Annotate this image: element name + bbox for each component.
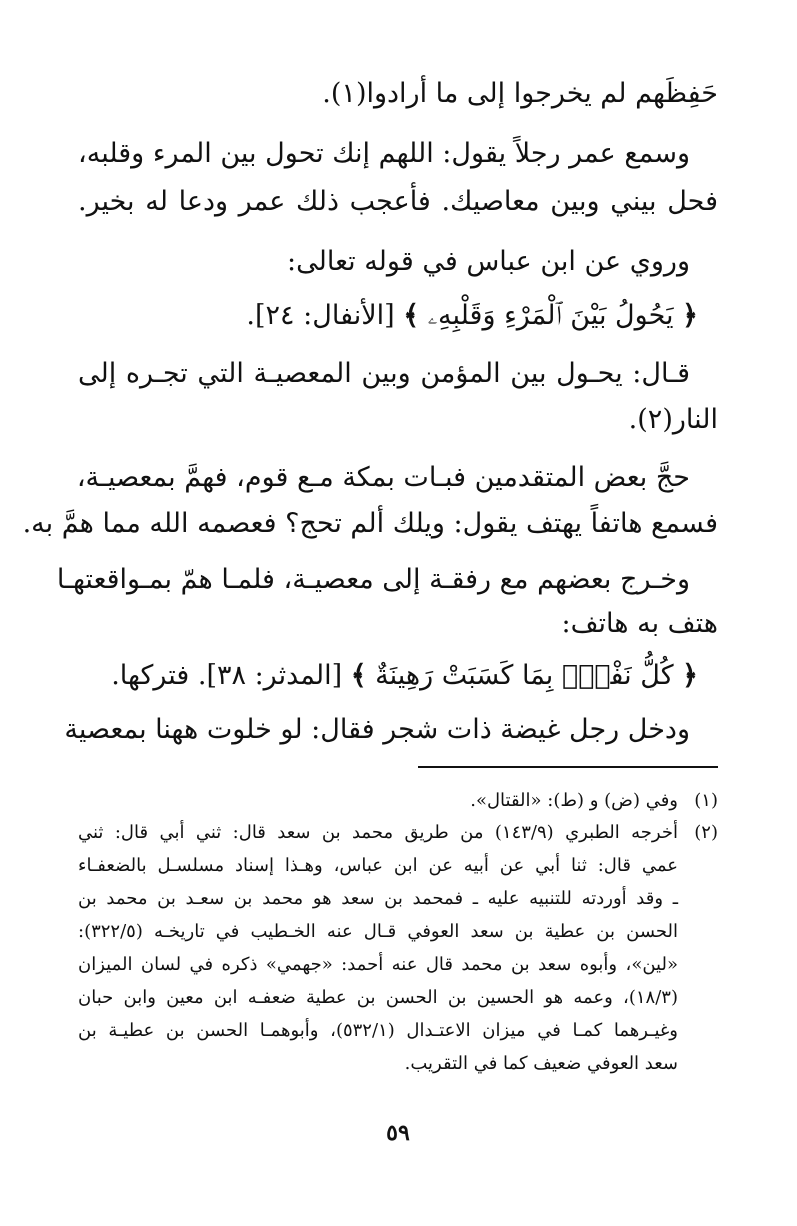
book-page bbox=[22, 0, 718, 1226]
footnote-2-line-7: وغيـرهما كمـا في ميزان الاعتـدال (٥٣٢/١)، وأبوهمـا الحسن بن عطيـة بن bbox=[78, 1020, 678, 1041]
footnote-2-line-5: «لين»، وأبوه سعد بن محمد قال عنه أحمد: «جهمي» ذكره في لسان الميزان bbox=[78, 954, 678, 975]
quran-verse-text: كُلُّ نَفْسٍۭ بِمَا كَسَبَتْ رَهِينَةٌ bbox=[375, 660, 674, 691]
body-line-4: وروي عن ابن عباس في قوله تعالى: bbox=[287, 246, 690, 277]
body-line-11: هتف به هاتف: bbox=[561, 608, 718, 639]
quran-verse-muddaththir bbox=[78, 656, 718, 696]
footnote-2-line-4: الحسن بن عطية بن سعد العوفي قـال عنه الخـطيب في تاريخـه (٣٢٢/٥): bbox=[78, 921, 678, 942]
quran-verse-ref: [المدثر: ٣٨]. فتركها. bbox=[111, 660, 343, 691]
quran-verse-ref: [الأنفال: ٢٤]. bbox=[246, 300, 395, 331]
footnote-2-text: أخرجه الطبري (١٤٣/٩) من طريق محمد بن سعد قال: ثني أبي قال: ثني bbox=[78, 822, 678, 843]
quran-open-bracket: ﴿ bbox=[682, 300, 698, 331]
footnote-1-number: (١) bbox=[694, 790, 718, 811]
footnote-1 bbox=[78, 786, 718, 816]
footnote-2-line-3: ـ وقد أوردته للتنبيه عليه ـ فمحمد بن سعد هو محمد بن سعـد بن محمد بن bbox=[78, 888, 678, 909]
body-line-10: وخـرج بعضهم مع رفقـة إلى معصيـة، فلمـا همّ بمـواقعتهـا bbox=[56, 564, 690, 595]
body-line-9: فسمع هاتفاً يهتف يقول: ويلك ألم تحج؟ فعصمه الله مما همَّ به. bbox=[22, 508, 718, 539]
quran-close-bracket: ﴾ bbox=[403, 300, 420, 331]
body-line-6: قـال: يحـول بين المؤمن وبين المعصيـة التي تجـره إلى bbox=[78, 358, 690, 389]
footnote-2-line-1 bbox=[78, 818, 718, 848]
quran-close-bracket: ﴾ bbox=[350, 660, 367, 691]
footnote-2-line-2: عمي قال: ثنا أبي عن أبيه عن ابن عباس، وهـذا إسناد مسلسـل بالضعفـاء bbox=[78, 855, 678, 876]
body-line-1: حَفِظَهم لم يخرجوا إلى ما أرادوا(١). bbox=[322, 78, 718, 109]
page-number: ٥٩ bbox=[386, 1120, 410, 1146]
body-line-13: ودخل رجل غيضة ذات شجر فقال: لو خلوت ههنا بمعصية bbox=[64, 714, 690, 745]
body-line-7: النار(٢). bbox=[628, 404, 718, 435]
body-line-3: فحل بيني وبين معاصيك. فأعجب ذلك عمر ودعا له بخير. bbox=[78, 186, 718, 217]
quran-open-bracket: ﴿ bbox=[682, 660, 698, 691]
quran-verse-anfal bbox=[78, 296, 718, 336]
footnote-1-text: وفي (ض) و (ط): «القتال». bbox=[470, 790, 678, 811]
footnote-2-line-8: سعد العوفي ضعيف كما في التقريب. bbox=[404, 1053, 678, 1074]
footnote-separator bbox=[418, 766, 718, 768]
footnote-2-line-6: (١٨/٣)، وعمه هو الحسين بن الحسن بن عطية ضعفـه ابن معين وابن حبان bbox=[78, 987, 678, 1008]
body-line-8: حجَّ بعض المتقدمين فبـات بمكة مـع قوم، فهمَّ بمعصيـة، bbox=[76, 462, 690, 493]
quran-verse-text: يَحُولُ بَيْنَ ٱلْمَرْءِ وَقَلْبِهِۦ bbox=[427, 300, 674, 331]
footnote-2-number: (٢) bbox=[694, 822, 718, 843]
body-line-2: وسمع عمر رجلاً يقول: اللهم إنك تحول بين المرء وقلبه، bbox=[78, 138, 690, 169]
